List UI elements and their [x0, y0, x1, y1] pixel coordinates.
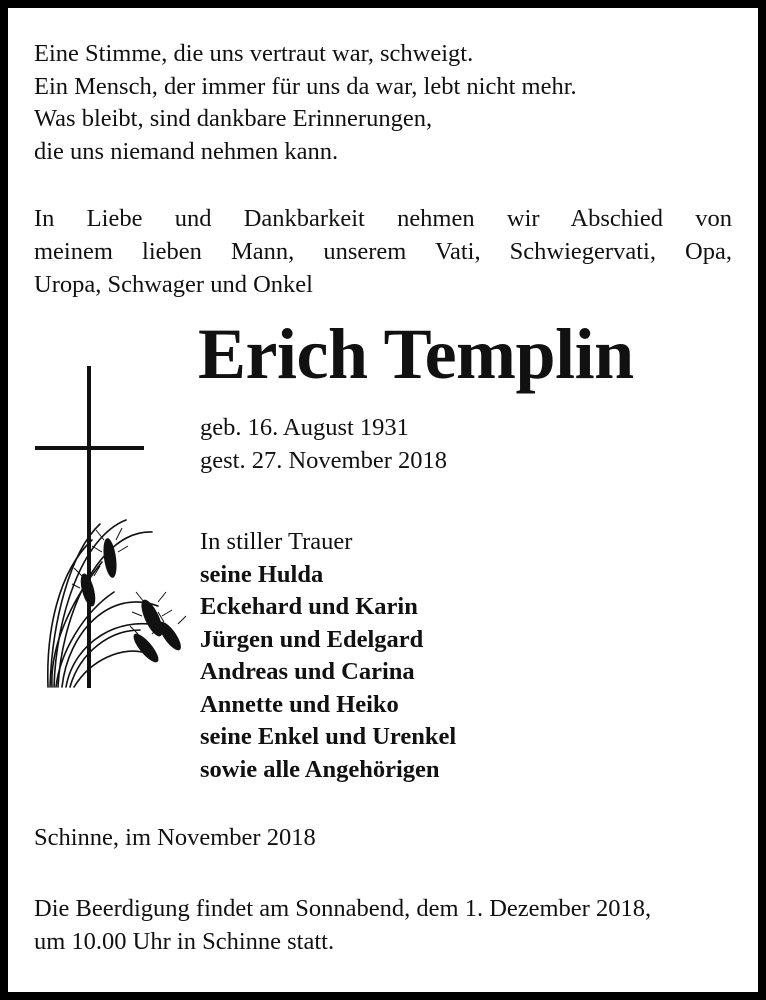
- cross-with-wheat-icon: [30, 362, 190, 697]
- funeral-line: um 10.00 Uhr in Schinne statt.: [34, 927, 335, 955]
- funeral-line: Die Beerdigung findet am Sonnabend, dem 1. Dezember 2018,: [34, 895, 652, 922]
- funeral-notice: [34, 893, 651, 958]
- farewell-line: In Liebe und Dankbarkeit nehmen wir Abschied von: [34, 205, 732, 232]
- death-date: gest. 27. November 2018: [200, 446, 447, 474]
- birth-date: geb. 16. August 1931: [200, 414, 409, 441]
- place-date-text: Schinne, im November 2018: [34, 824, 316, 851]
- mourner-name: Andreas und Carina: [200, 658, 415, 685]
- poem-line: die uns niemand nehmen kann.: [34, 137, 339, 165]
- mourner-name: sowie alle Angehörigen: [200, 755, 440, 783]
- poem-line: Eine Stimme, die uns vertraut war, schweigt.: [34, 40, 474, 67]
- farewell-paragraph: [34, 202, 732, 301]
- mourners-intro: In stiller Trauer: [200, 528, 353, 555]
- farewell-line: Uropa, Schwager und Onkel: [34, 271, 313, 298]
- poem-line: Ein Mensch, der immer für uns da war, lebt nicht mehr.: [34, 72, 577, 100]
- place-date: [34, 822, 316, 855]
- poem-line: Was bleibt, sind dankbare Erinnerungen,: [34, 105, 433, 132]
- mourner-name: seine Enkel und Urenkel: [200, 723, 457, 750]
- life-dates: [200, 412, 447, 477]
- mourner-name: seine Hulda: [200, 560, 324, 588]
- mourner-name: Jürgen und Edelgard: [200, 625, 424, 653]
- poem: [34, 38, 577, 168]
- deceased-name: Erich Templin: [198, 314, 634, 394]
- mourner-name: Annette und Heiko: [200, 690, 399, 718]
- mourners: [200, 526, 456, 786]
- mourner-name: Eckehard und Karin: [200, 593, 418, 620]
- farewell-line: meinem lieben Mann, unserem Vati, Schwiegervati, Opa,: [34, 238, 732, 265]
